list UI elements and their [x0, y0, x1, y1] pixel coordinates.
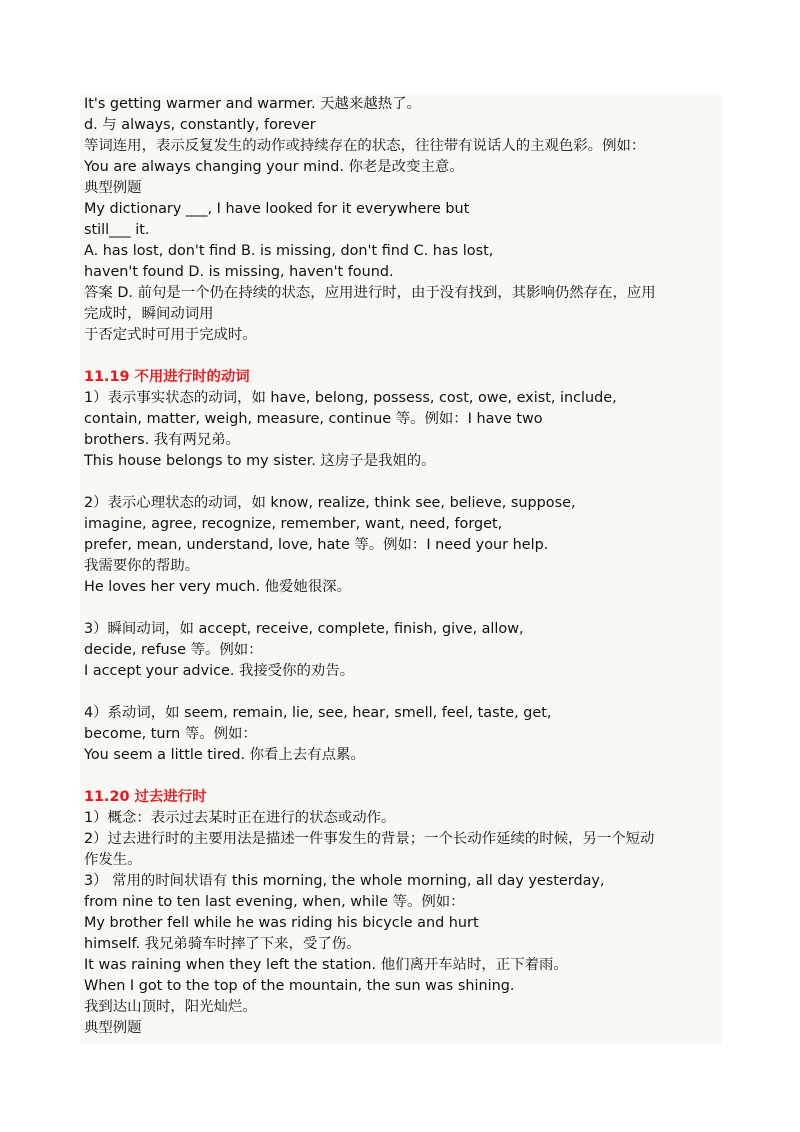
text-line: 完成时，瞬间动词用 — [84, 306, 214, 322]
text-line: 1）概念：表示过去某时正在进行的状态或动作。 — [84, 810, 396, 826]
blank-line — [80, 472, 722, 493]
text-line: 3）瞬间动词，如 accept, receive, complete, finish, give, allow, — [84, 621, 524, 637]
text-line: 我需要你的帮助。 — [84, 558, 200, 574]
section-heading-11-19: 11.19 不用进行时的动词 — [84, 369, 250, 385]
text-line: imagine, agree, recognize, remember, want, need, forget, — [84, 516, 503, 532]
text-line: My brother fell while he was riding his bicycle and hurt — [84, 915, 479, 931]
document-content — [80, 94, 722, 1044]
text-line: A. has lost, don't find B. is missing, don't find C. has lost, — [84, 243, 494, 259]
text-line: 典型例题 — [84, 180, 142, 196]
text-line: 作发生。 — [84, 852, 142, 868]
text-line: haven't found D. is missing, haven't found. — [84, 264, 394, 280]
text-line: 答案 D. 前句是一个仍在持续的状态，应用进行时，由于没有找到，其影响仍然存在，应用 — [84, 285, 656, 301]
text-line: 1）表示事实状态的动词，如 have, belong, possess, cost, owe, exist, include, — [84, 390, 617, 406]
text-line: contain, matter, weigh, measure, continue 等。例如：I have two — [84, 411, 543, 427]
blank-line — [80, 598, 722, 619]
text-line: It's getting warmer and warmer. 天越来越热了。 — [84, 96, 421, 112]
text-line: He loves her very much. 他爱她很深。 — [84, 579, 352, 595]
text-line: brothers. 我有两兄弟。 — [84, 432, 241, 448]
text-line: You seem a little tired. 你看上去有点累。 — [84, 747, 365, 763]
text-line: 2）表示心理状态的动词，如 know, realize, think see, believe, suppose, — [84, 495, 576, 511]
text-line: from nine to ten last evening, when, while 等。例如： — [84, 894, 465, 910]
text-line: My dictionary ___, I have looked for it everywhere but — [84, 201, 470, 217]
text-line: 典型例题 — [84, 1020, 142, 1036]
blank-line — [80, 346, 722, 367]
text-line: become, turn 等。例如： — [84, 726, 257, 742]
text-line: I accept your advice. 我接受你的劝告。 — [84, 663, 355, 679]
text-line: 等词连用，表示反复发生的动作或持续存在的状态，往往带有说话人的主观色彩。例如： — [84, 138, 646, 154]
text-line: When I got to the top of the mountain, the sun was shining. — [84, 978, 515, 994]
section-heading-11-20: 11.20 过去进行时 — [84, 789, 207, 805]
text-line: 3） 常用的时间状语有 this morning, the whole morning, all day yesterday, — [84, 873, 605, 889]
text-line: This house belongs to my sister. 这房子是我姐的。 — [84, 453, 436, 469]
text-line: himself. 我兄弟骑车时摔了下来，受了伤。 — [84, 936, 361, 952]
text-line: still___ it. — [84, 222, 150, 238]
text-line: 我到达山顶时，阳光灿烂。 — [84, 999, 257, 1015]
text-line: You are always changing your mind. 你老是改变主意。 — [84, 159, 464, 175]
text-line: It was raining when they left the station. 他们离开车站时，正下着雨。 — [84, 957, 568, 973]
text-line: prefer, mean, understand, love, hate 等。例如：I need your help. — [84, 537, 549, 553]
text-line: d. 与 always, constantly, forever — [84, 117, 316, 133]
text-line: 2）过去进行时的主要用法是描述一件事发生的背景；一个长动作延续的时候，另一个短动 — [84, 831, 655, 847]
blank-line — [80, 682, 722, 703]
text-line: decide, refuse 等。例如： — [84, 642, 263, 658]
text-line: 于否定式时可用于完成时。 — [84, 327, 257, 343]
blank-line — [80, 766, 722, 787]
text-line: 4）系动词，如 seem, remain, lie, see, hear, smell, feel, taste, get, — [84, 705, 552, 721]
